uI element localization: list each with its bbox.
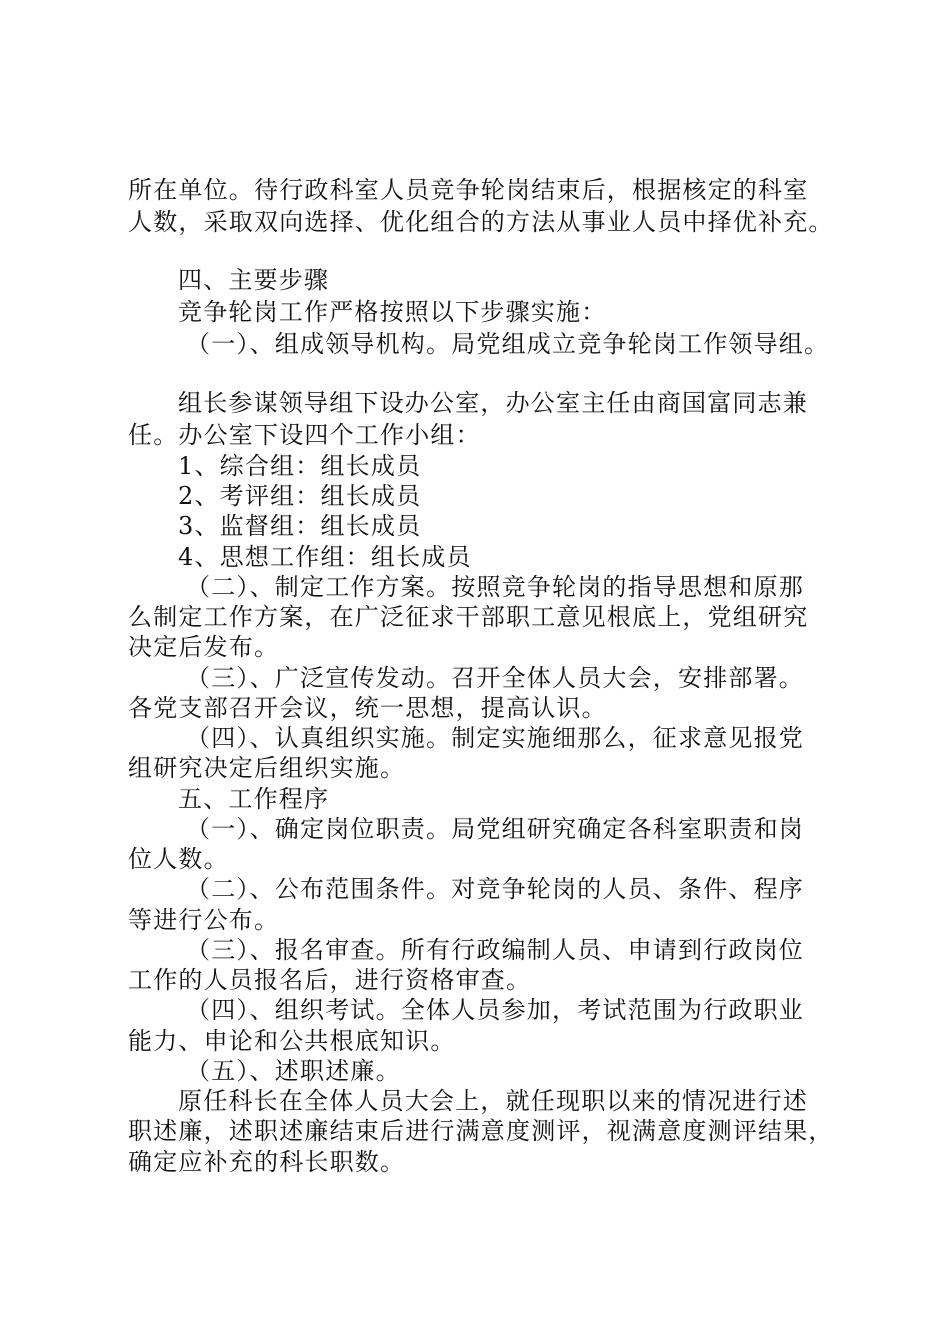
- list-item: 3、监督组：组长成员: [178, 512, 422, 540]
- subsection-heading: （一）、确定岗位职责。局党组研究确定各科室职责和岗: [186, 815, 804, 843]
- paragraph-line: 组研究决定后组织实施。: [128, 754, 406, 782]
- paragraph-line: 等进行公布。: [128, 906, 280, 934]
- subsection-heading: （五）、述职述廉。: [186, 1057, 401, 1085]
- paragraph-line: 能力、申论和公共根底知识。: [128, 1027, 456, 1055]
- paragraph-line: 任。办公室下设四个工作小组：: [128, 421, 481, 449]
- subsection-heading: （四）、认真组织实施。制定实施细那么，征求意见报党: [186, 724, 804, 752]
- paragraph-line: 组长参谋领导组下设办公室，办公室主任由商国富同志兼: [178, 389, 808, 417]
- subsection-heading: （二）、制定工作方案。按照竞争轮岗的指导思想和原那: [186, 573, 804, 601]
- section-heading: 五、工作程序: [178, 785, 330, 813]
- paragraph-line: 竞争轮岗工作严格按照以下步骤实施：: [178, 298, 607, 326]
- subsection-heading: （四）、组织考试。全体人员参加，考试范围为行政职业: [186, 996, 804, 1024]
- list-item: 4、思想工作组：组长成员: [178, 543, 472, 571]
- paragraph-line: 工作的人员报名后，进行资格审查。: [128, 966, 532, 994]
- list-item: 1、综合组：组长成员: [178, 452, 422, 480]
- paragraph-line: 确定应补充的科长职数。: [128, 1148, 406, 1176]
- paragraph-line: 么制定工作方案，在广泛征求干部职工意见根底上，党组研究: [128, 603, 809, 631]
- subsection-heading: （一）、组成领导机构。局党组成立竞争轮岗工作领导组。: [186, 330, 830, 358]
- paragraph-line: 职述廉，述职述廉结束后进行满意度测评，视满意度测评结果，: [128, 1117, 834, 1145]
- subsection-heading: （二）、公布范围条件。对竞争轮岗的人员、条件、程序: [186, 875, 804, 903]
- subsection-heading: （三）、广泛宣传发动。召开全体人员大会，安排部署。: [186, 664, 804, 692]
- paragraph-line: 原任科长在全体人员大会上，就任现职以来的情况进行述: [178, 1087, 808, 1115]
- subsection-heading: （三）、报名审查。所有行政编制人员、申请到行政岗位: [186, 936, 804, 964]
- paragraph-line: 人数，采取双向选择、优化组合的方法从事业人员中择优补充。: [128, 208, 834, 236]
- paragraph-line: 决定后发布。: [128, 633, 280, 661]
- paragraph-line: 所在单位。待行政科室人员竞争轮岗结束后，根据核定的科室: [128, 176, 809, 204]
- section-heading: 四、主要步骤: [178, 266, 330, 294]
- paragraph-line: 位人数。: [128, 845, 229, 873]
- list-item: 2、考评组：组长成员: [178, 482, 422, 510]
- paragraph-line: 各党支部召开会议，统一思想，提高认识。: [128, 694, 607, 722]
